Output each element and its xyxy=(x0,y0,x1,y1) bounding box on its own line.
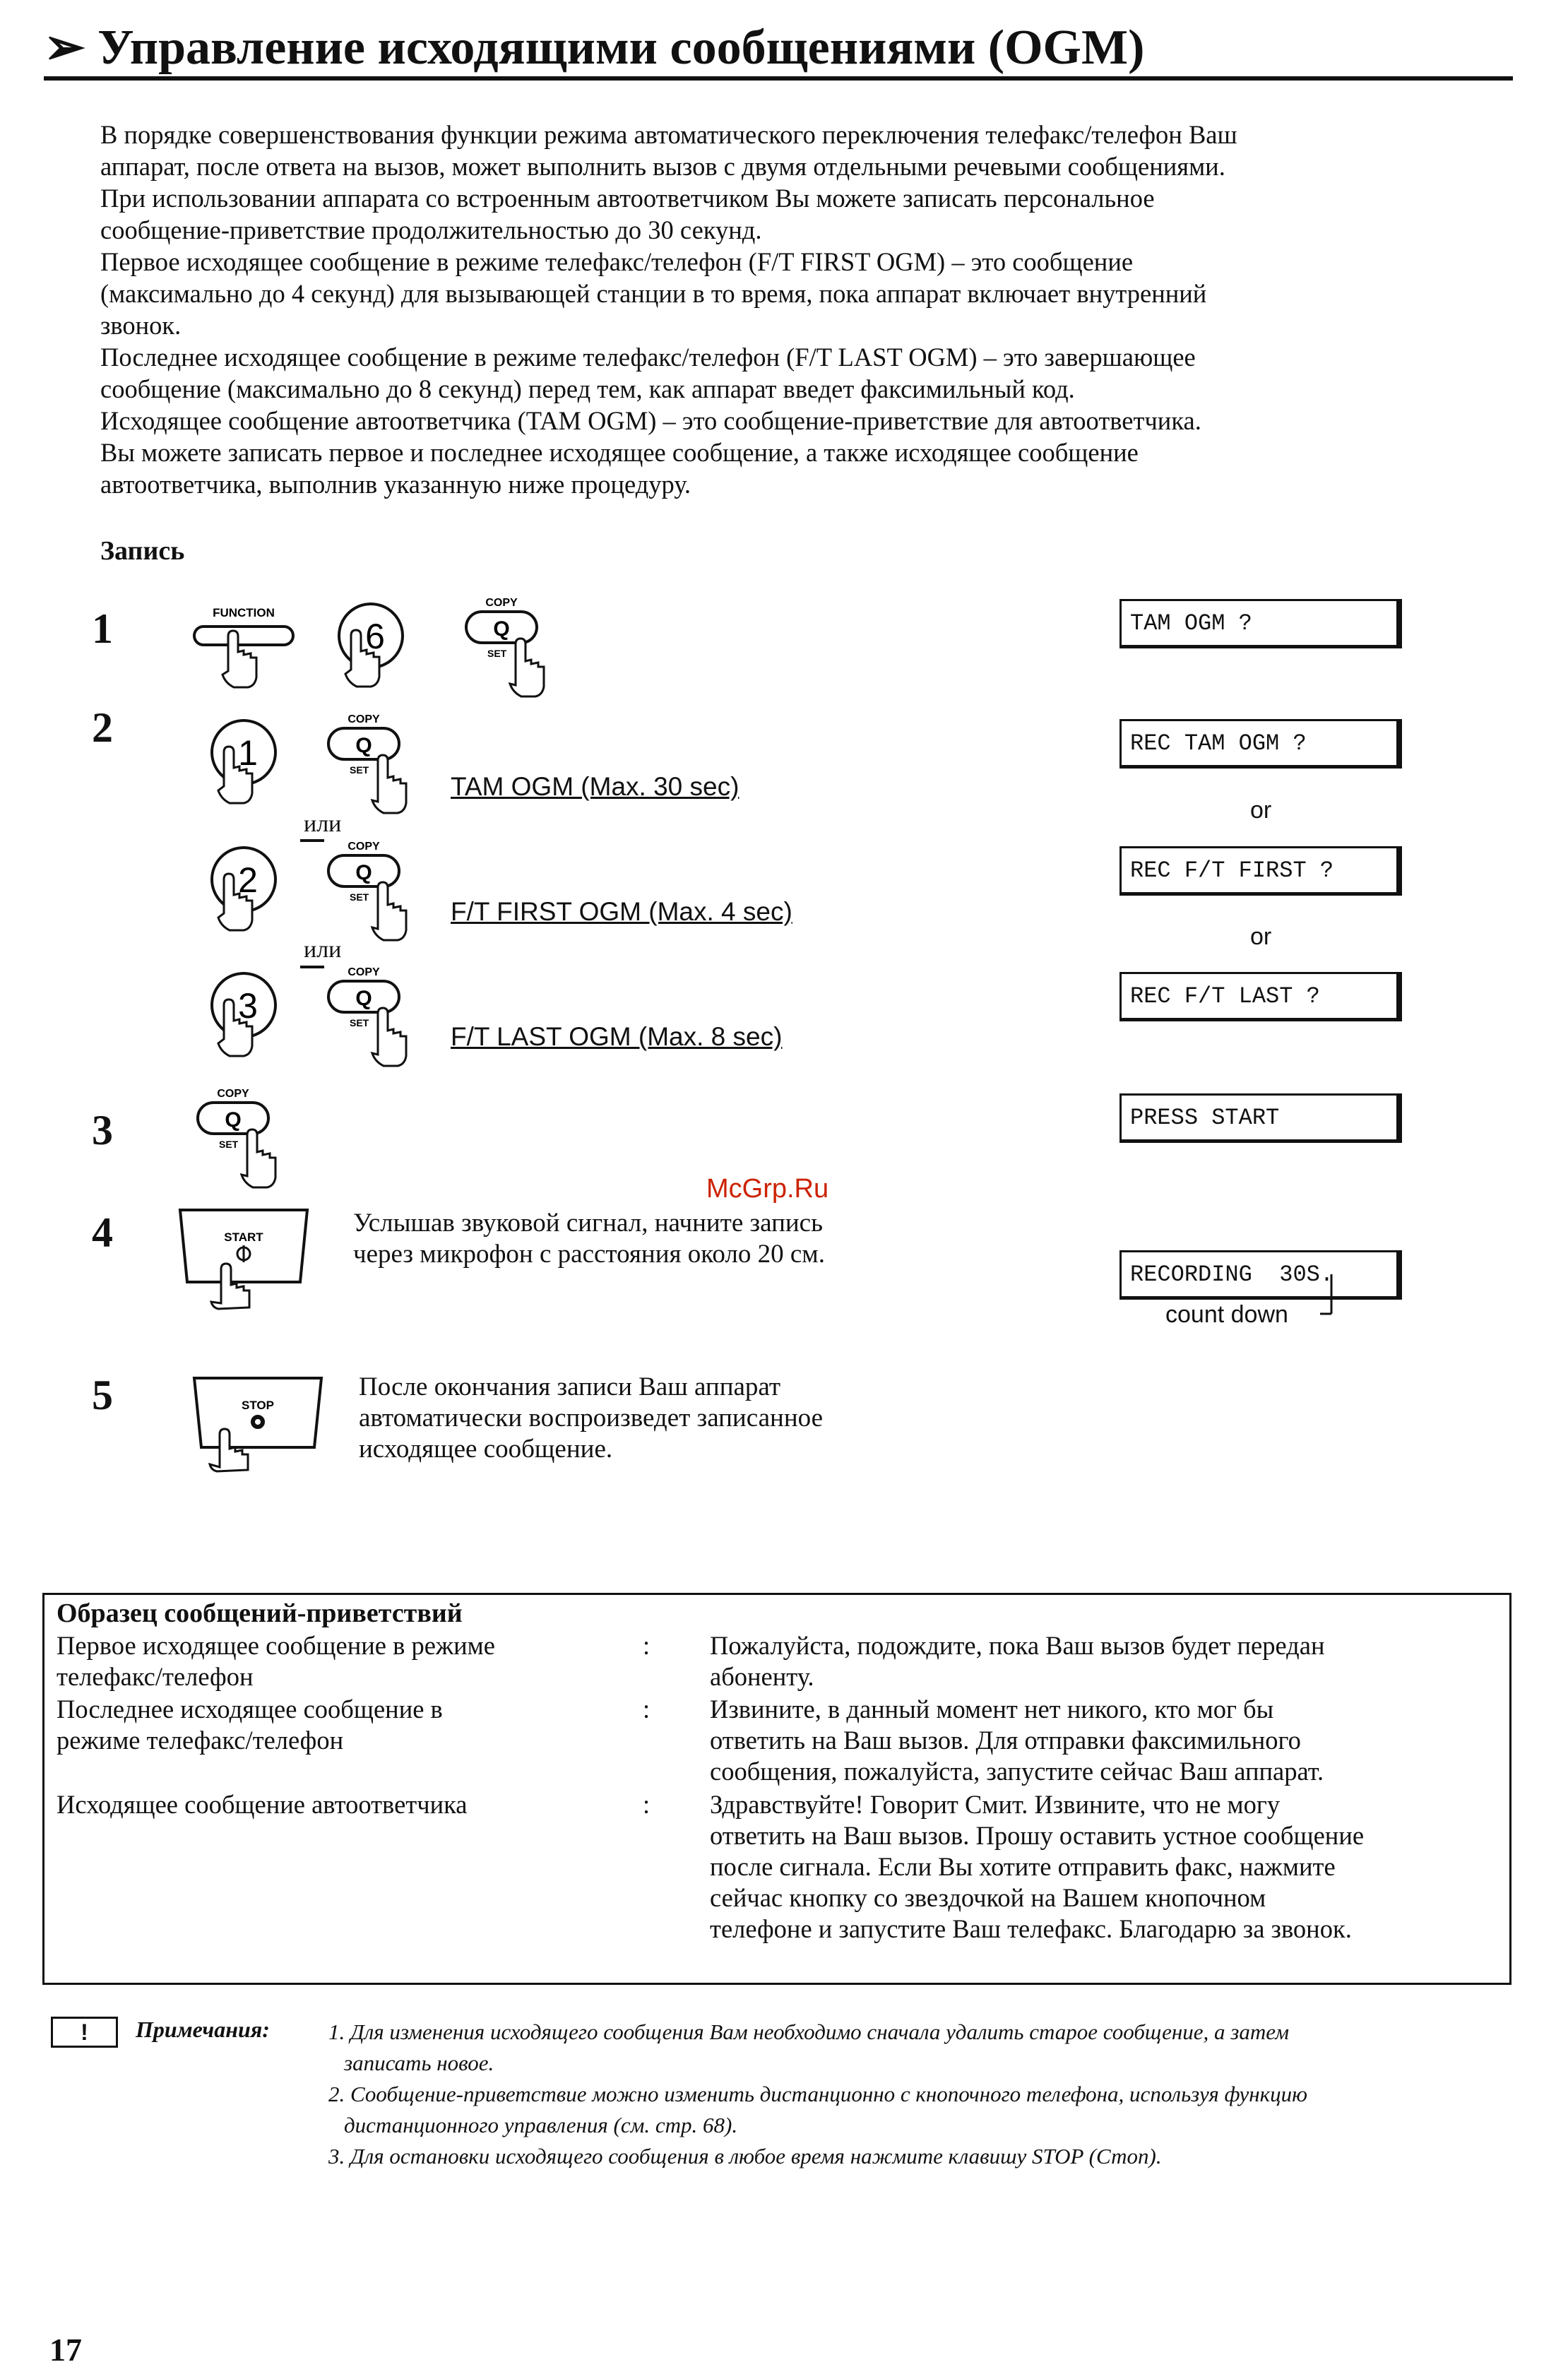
intro-line: При использовании аппарата со встроенным автоответчиком Вы можете записать персональное xyxy=(100,184,1155,213)
step-text-line: Услышав звуковой сигнал, начните запись xyxy=(353,1209,823,1238)
svg-text:Q: Q xyxy=(355,734,372,757)
step-number: 1 xyxy=(92,605,113,652)
sample-message-line: телефоне и запустите Ваш телефакс. Благодарю за звонок. xyxy=(710,1914,1352,1943)
countdown-label: count down xyxy=(1165,1301,1288,1328)
ogm-option-label: F/T FIRST OGM (Max. 4 sec) xyxy=(451,897,792,926)
sample-message-line: ответить на Ваш вызов. Прошу оставить устное сообщение xyxy=(710,1821,1365,1850)
ogm-option-label: TAM OGM (Max. 30 sec) xyxy=(451,772,740,801)
intro-line: сообщение (максимально до 8 секунд) перед тем, как аппарат введет факсимильный код. xyxy=(100,374,1075,403)
lcd-display: REC F/T LAST ? xyxy=(1119,972,1402,1021)
intro-line: звонок. xyxy=(100,311,182,340)
sample-label-line: режиме телефакс/телефон xyxy=(57,1726,344,1755)
stop-label: STOP xyxy=(242,1399,274,1412)
or-divider xyxy=(300,839,324,842)
step-text-line: После окончания записи Ваш аппарат xyxy=(359,1372,781,1401)
step-text-line: исходящее сообщение. xyxy=(359,1435,613,1464)
intro-line: Исходящее сообщение автоответчика (TAM OGM) – это сообщение-приветствие для автоответчика. xyxy=(100,406,1201,435)
or-divider xyxy=(300,966,324,968)
digit-6-key-icon xyxy=(328,600,413,692)
or-text-ru: или xyxy=(304,811,342,837)
set-label: SET xyxy=(350,891,369,903)
or-text: or xyxy=(1250,923,1272,950)
sample-message-line: абоненту. xyxy=(710,1662,814,1691)
colon: : xyxy=(643,1695,651,1724)
page-number: 17 xyxy=(49,2332,82,2368)
note-item xyxy=(328,2017,1515,2172)
sample-message-line: Извините, в данный момент нет никого, кто мог бы xyxy=(710,1695,1274,1724)
sample-row-message xyxy=(710,1789,1501,1945)
sample-message-line: Здравствуйте! Говорит Смит. Извините, что не могу xyxy=(710,1790,1281,1819)
svg-text:Q: Q xyxy=(355,861,372,884)
intro-line: В порядке совершенствования функции режима автоматического переключения телефакс/телефон Ваш xyxy=(100,120,1237,149)
step-number: 4 xyxy=(92,1209,113,1256)
digit-label: 1 xyxy=(238,733,258,773)
page-title: ➢ Управление исходящими сообщениями (OGM) xyxy=(44,20,1145,75)
notes-label: Примечания: xyxy=(136,2017,270,2042)
sample-message-line: после сигнала. Если Вы хотите отправить факс, нажмите xyxy=(710,1852,1336,1881)
ogm-option-label: F/T LAST OGM (Max. 8 sec) xyxy=(451,1022,783,1051)
sample-message-line: сейчас кнопку со звездочкой на Вашем кнопочном xyxy=(710,1883,1266,1912)
set-label: SET xyxy=(219,1139,239,1150)
digit-label: 3 xyxy=(238,986,258,1026)
start-key-icon xyxy=(173,1204,314,1310)
colon: : xyxy=(643,1631,651,1660)
svg-text:Q: Q xyxy=(225,1108,242,1132)
sample-label-line: телефакс/телефон xyxy=(57,1662,254,1691)
note-line: записать новое. xyxy=(344,2051,494,2075)
section-heading: Запись xyxy=(100,536,185,566)
digit-2-key-icon xyxy=(201,844,286,936)
copy-label: COPY xyxy=(348,966,380,978)
intro-line: (максимально до 4 секунд) для вызывающей станции в то время, пока аппарат включает внутренний xyxy=(100,279,1207,308)
title-divider xyxy=(44,76,1513,81)
intro-line: Последнее исходящее сообщение в режиме телефакс/телефон (F/T LAST OGM) – это завершающее xyxy=(100,343,1196,372)
set-label: SET xyxy=(487,648,507,659)
sample-row-message xyxy=(710,1630,1501,1692)
countdown-pointer-icon xyxy=(1310,1271,1353,1321)
intro-line: автоответчика, выполнив указанную ниже процедуру. xyxy=(100,470,691,499)
colon: : xyxy=(643,1790,651,1819)
step-text-line: автоматически воспроизведет записанное xyxy=(359,1404,824,1432)
sample-label-line: Исходящее сообщение автоответчика xyxy=(57,1790,468,1819)
intro-line: Вы можете записать первое и последнее исходящее сообщение, а также исходящее сообщение xyxy=(100,438,1139,467)
step-5-instructions xyxy=(359,1372,994,1465)
step-number: 5 xyxy=(92,1372,113,1418)
lcd-display: RECORDING 30S. xyxy=(1119,1250,1402,1300)
lcd-display: REC F/T FIRST ? xyxy=(1119,846,1402,896)
lcd-display: TAM OGM ? xyxy=(1119,599,1402,648)
set-label: SET xyxy=(350,764,369,776)
sample-row-label xyxy=(57,1694,622,1756)
sample-message-line: сообщения, пожалуйста, запустите сейчас Ваш аппарат. xyxy=(710,1757,1324,1786)
copy-label: COPY xyxy=(485,597,518,609)
copy-set-key-icon xyxy=(321,963,420,1069)
svg-text:Q: Q xyxy=(493,617,510,641)
note-line: 2. Сообщение-приветствие можно изменить дистанционно с кнопочного телефона, используя функцию xyxy=(328,2082,1307,2106)
copy-set-key-icon xyxy=(191,1084,290,1190)
start-label: START xyxy=(224,1230,263,1244)
sample-message-line: ответить на Ваш вызов. Для отправки факсимильного xyxy=(710,1726,1301,1755)
step-number: 3 xyxy=(92,1107,113,1153)
copy-set-key-icon xyxy=(321,837,420,943)
intro-line: сообщение-приветствие продолжительностью до 30 секунд. xyxy=(100,215,762,244)
sample-title: Образец сообщений-приветствий xyxy=(57,1598,463,1628)
copy-label: COPY xyxy=(348,841,380,853)
intro-line: Первое исходящее сообщение в режиме телефакс/телефон (F/T FIRST OGM) – это сообщение xyxy=(100,247,1134,276)
note-line: 3. Для остановки исходящего сообщения в любое время нажмите клавишу STOP (Стоп). xyxy=(328,2144,1162,2169)
stop-key-icon xyxy=(187,1374,328,1473)
copy-label: COPY xyxy=(348,713,380,725)
svg-text:Q: Q xyxy=(355,987,372,1010)
intro-line: аппарат, после ответа на вызов, может выполнить вызов с двумя отдельными речевыми сообщениями. xyxy=(100,152,1225,181)
copy-set-key-icon xyxy=(459,593,558,699)
step-4-instructions xyxy=(353,1208,989,1270)
lcd-display: PRESS START xyxy=(1119,1093,1402,1143)
note-line: 1. Для изменения исходящего сообщения Вам необходимо сначала удалить старое сообщение, а затем xyxy=(328,2019,1289,2044)
copy-label: COPY xyxy=(217,1088,249,1100)
function-key-icon xyxy=(187,604,300,689)
sample-row-message xyxy=(710,1694,1501,1787)
function-key-label: FUNCTION xyxy=(213,606,275,619)
note-warning-icon: ! xyxy=(51,2017,118,2048)
or-text: or xyxy=(1250,797,1272,824)
digit-label: 6 xyxy=(365,617,385,656)
intro-text xyxy=(100,119,1499,500)
digit-label: 2 xyxy=(238,860,258,900)
or-text-ru: или xyxy=(304,937,342,963)
step-text-line: через микрофон с расстояния около 20 см. xyxy=(353,1240,825,1269)
step-number: 2 xyxy=(92,704,113,751)
note-line: дистанционного управления (см. стр. 68). xyxy=(344,2113,738,2137)
copy-set-key-icon xyxy=(321,710,420,816)
lcd-display: REC TAM OGM ? xyxy=(1119,719,1402,769)
digit-1-key-icon xyxy=(201,717,286,809)
sample-label-line: Первое исходящее сообщение в режиме xyxy=(57,1631,495,1660)
watermark: McGrp.Ru xyxy=(706,1174,829,1204)
sample-row-label xyxy=(57,1789,622,1820)
sample-label-line: Последнее исходящее сообщение в xyxy=(57,1695,443,1724)
sample-message-line: Пожалуйста, подождите, пока Ваш вызов будет передан xyxy=(710,1631,1325,1660)
sample-row-label xyxy=(57,1630,622,1692)
set-label: SET xyxy=(350,1017,369,1028)
digit-3-key-icon xyxy=(201,970,286,1062)
